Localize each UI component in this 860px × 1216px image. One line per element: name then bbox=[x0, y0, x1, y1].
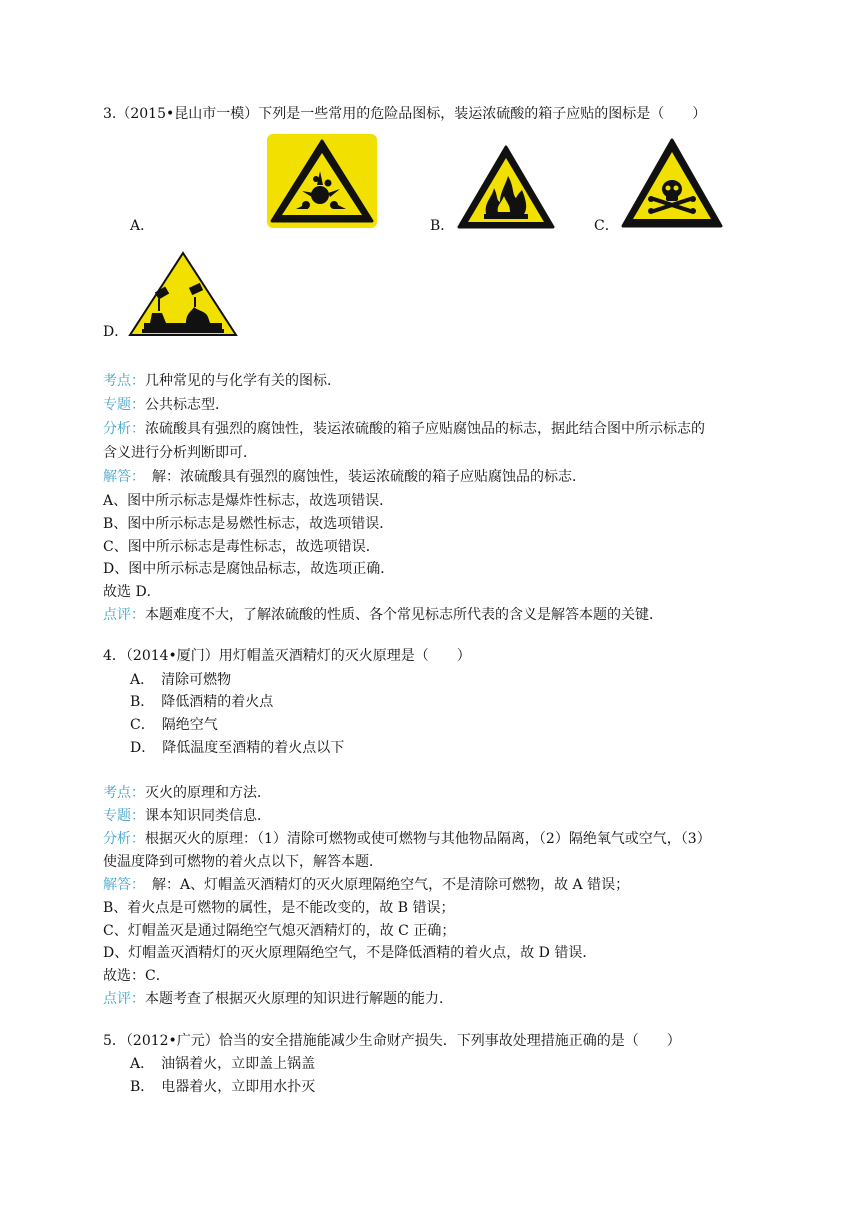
corrosive-hazard-icon bbox=[128, 251, 238, 337]
toxic-hazard-icon bbox=[620, 137, 724, 229]
dianping-label: 点评： bbox=[103, 991, 145, 1007]
q4-jieda: 解答： 解：A、灯帽盖灭酒精灯的灭火原理隔绝空气，不是清除可燃物，故 A 错误； bbox=[103, 877, 630, 893]
q4-jieda-c: C、灯帽盖灭是通过隔绝空气熄灭酒精灯的，故 C 正确； bbox=[103, 923, 456, 939]
q3-jieda-c: C、图中所示标志是毒性标志，故选项错误． bbox=[103, 539, 380, 555]
q3-jieda-a: A、图中所示标志是爆炸性标志，故选项错误． bbox=[103, 493, 394, 509]
jieda-label: 解答： bbox=[103, 469, 138, 485]
q3-option-c-label: C． bbox=[594, 218, 619, 234]
q4-zhuanti: 专题：课本知识同类信息． bbox=[103, 808, 271, 824]
q3-option-b-label: B． bbox=[430, 218, 455, 234]
zhuanti-label: 专题： bbox=[103, 397, 145, 413]
fenxi-label: 分析： bbox=[103, 831, 145, 847]
q4-jieda-d: D、灯帽盖灭酒精灯的灭火原理隔绝空气，不是降低酒精的着火点，故 D 错误． bbox=[103, 945, 597, 961]
q4-kaodian: 考点：灭火的原理和方法． bbox=[103, 785, 271, 801]
jieda-label: 解答： bbox=[103, 877, 138, 893]
q4-option-c: C． 隔绝空气 bbox=[130, 717, 218, 733]
q3-option-a-label: A． bbox=[130, 218, 155, 234]
dianping-label: 点评： bbox=[103, 607, 145, 623]
q4-dianping: 点评：本题考查了根据灭火原理的知识进行解题的能力． bbox=[103, 991, 453, 1007]
kaodian-label: 考点： bbox=[103, 373, 145, 389]
zhuanti-label: 专题： bbox=[103, 808, 145, 824]
q3-jieda: 解答： 解：浓硫酸具有强烈的腐蚀性，装运浓硫酸的箱子应贴腐蚀品的标志． bbox=[103, 469, 586, 485]
q3-option-d-label: D． bbox=[103, 324, 129, 340]
fenxi-label: 分析： bbox=[103, 421, 145, 437]
q3-fenxi: 分析：浓硫酸具有强烈的腐蚀性，装运浓硫酸的箱子应贴腐蚀品的标志，据此结合图中所示标志的 bbox=[103, 421, 705, 437]
q5-option-b: B． 电器着火，立即用水扑灭 bbox=[130, 1079, 316, 1095]
q3-kaodian: 考点：几种常见的与化学有关的图标． bbox=[103, 373, 341, 389]
q3-zhuanti: 专题：公共标志型． bbox=[103, 397, 229, 413]
q3-answer: 故选 D． bbox=[103, 584, 161, 600]
q4-fenxi-cont: 使温度降到可燃物的着火点以下，解答本题． bbox=[103, 854, 383, 870]
q3-fenxi-cont: 含义进行分析判断即可． bbox=[103, 445, 257, 461]
q3-dianping: 点评：本题难度不大，了解浓硫酸的性质、各个常见标志所代表的含义是解答本题的关键． bbox=[103, 607, 663, 623]
q3-stem: 3.（2015•昆山市一模）下列是一些常用的危险品图标，装运浓硫酸的箱子应贴的图标是（ ） bbox=[103, 106, 707, 122]
q5-stem: 5．（2012•广元）恰当的安全措施能减少生命财产损失．下列事故处理措施正确的是（ ） bbox=[103, 1033, 681, 1049]
q4-jieda-b: B、着火点是可燃物的属性，是不能改变的，故 B 错误； bbox=[103, 900, 455, 916]
q4-fenxi: 分析：根据灭火的原理：（1）清除可燃物或使可燃物与其他物品隔离，（2）隔绝氧气或空气，（3） bbox=[103, 831, 711, 847]
q4-option-a: A． 清除可燃物 bbox=[130, 672, 232, 688]
explosive-hazard-icon bbox=[266, 133, 378, 229]
q3-jieda-d: D、图中所示标志是腐蚀品标志，故选项正确． bbox=[103, 561, 395, 577]
q4-option-b: B． 降低酒精的着火点 bbox=[130, 694, 274, 710]
kaodian-label: 考点： bbox=[103, 785, 145, 801]
q4-stem: 4．（2014•厦门）用灯帽盖灭酒精灯的灭火原理是（ ） bbox=[103, 648, 471, 664]
q5-option-a: A． 油锅着火，立即盖上锅盖 bbox=[130, 1056, 316, 1072]
q4-option-d: D． 降低温度至酒精的着火点以下 bbox=[130, 740, 345, 756]
flammable-hazard-icon bbox=[456, 144, 556, 230]
q4-answer: 故选：C． bbox=[103, 968, 170, 984]
q3-jieda-b: B、图中所示标志是易燃性标志，故选项错误． bbox=[103, 516, 394, 532]
